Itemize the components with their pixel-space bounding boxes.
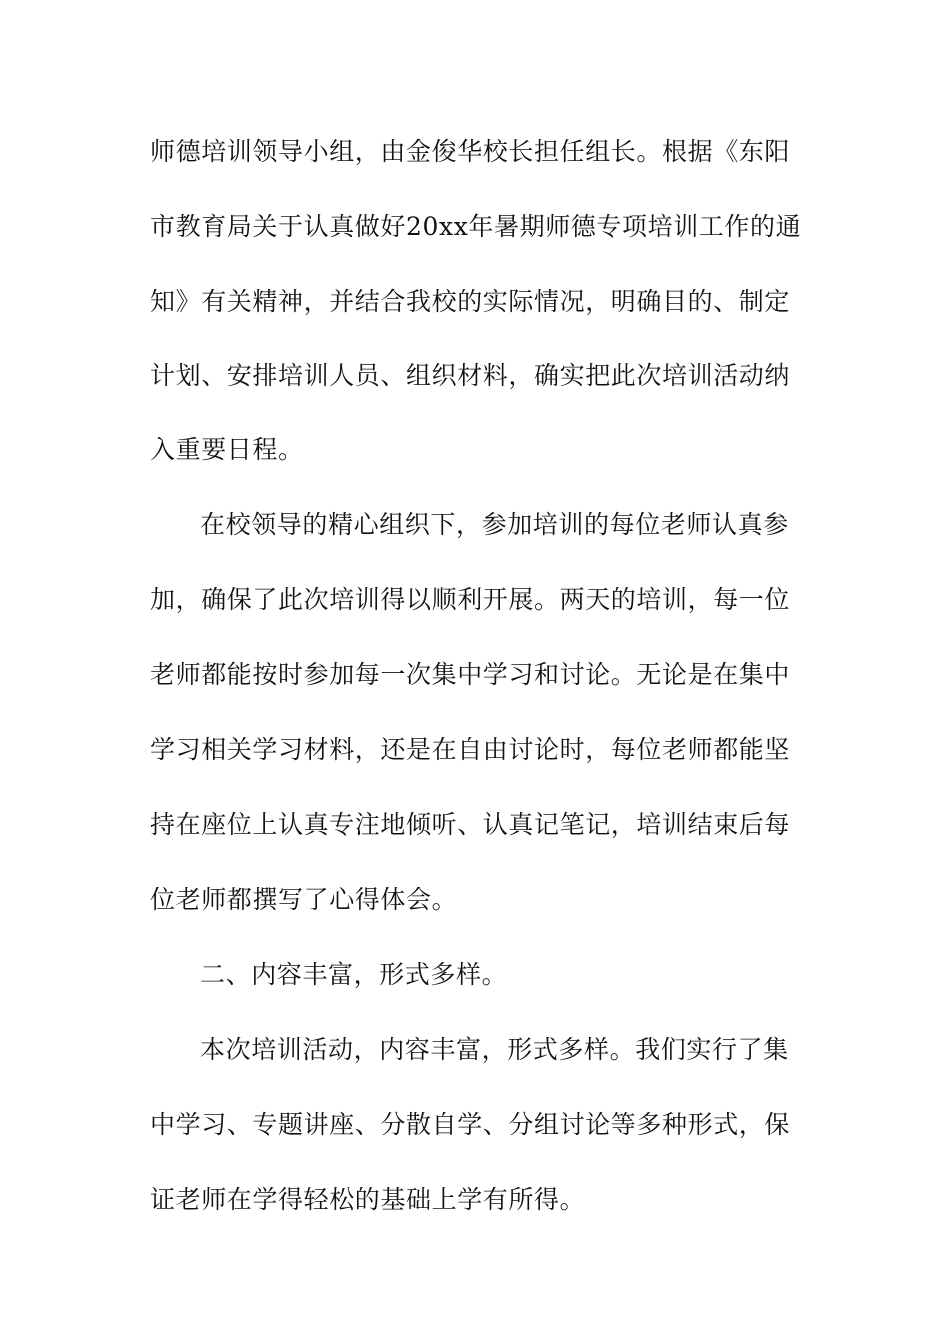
paragraph-line: 市教育局关于认真做好20xx年暑期师德专项培训工作的通: [150, 212, 802, 241]
paragraph-line: 知》有关精神，并结合我校的实际情况，明确目的、制定: [150, 287, 791, 316]
paragraph-line: 在校领导的精心组织下，参加培训的每位老师认真参: [200, 510, 789, 539]
paragraph-line: 学习相关学习材料，还是在自由讨论时，每位老师都能坚: [150, 735, 791, 764]
section-heading: 二、内容丰富，形式多样。: [200, 960, 508, 989]
paragraph-line: 中学习、专题讲座、分散自学、分组讨论等多种形式，保: [150, 1110, 791, 1139]
paragraph-line: 证老师在学得轻松的基础上学有所得。: [150, 1185, 586, 1214]
paragraph-line: 计划、安排培训人员、组织材料，确实把此次培训活动纳: [150, 361, 791, 390]
paragraph-line: 持在座位上认真专注地倾听、认真记笔记，培训结束后每: [150, 810, 791, 839]
paragraph-line: 位老师都撰写了心得体会。: [150, 885, 458, 914]
paragraph-line: 师德培训领导小组，由金俊华校长担任组长。根据《东阳: [150, 137, 791, 166]
paragraph-line: 加，确保了此次培训得以顺利开展。两天的培训，每一位: [150, 585, 791, 614]
paragraph-line: 本次培训活动，内容丰富，形式多样。我们实行了集: [200, 1035, 789, 1064]
paragraph-line: 入重要日程。: [150, 435, 304, 464]
paragraph-line: 老师都能按时参加每一次集中学习和讨论。无论是在集中: [150, 660, 791, 689]
